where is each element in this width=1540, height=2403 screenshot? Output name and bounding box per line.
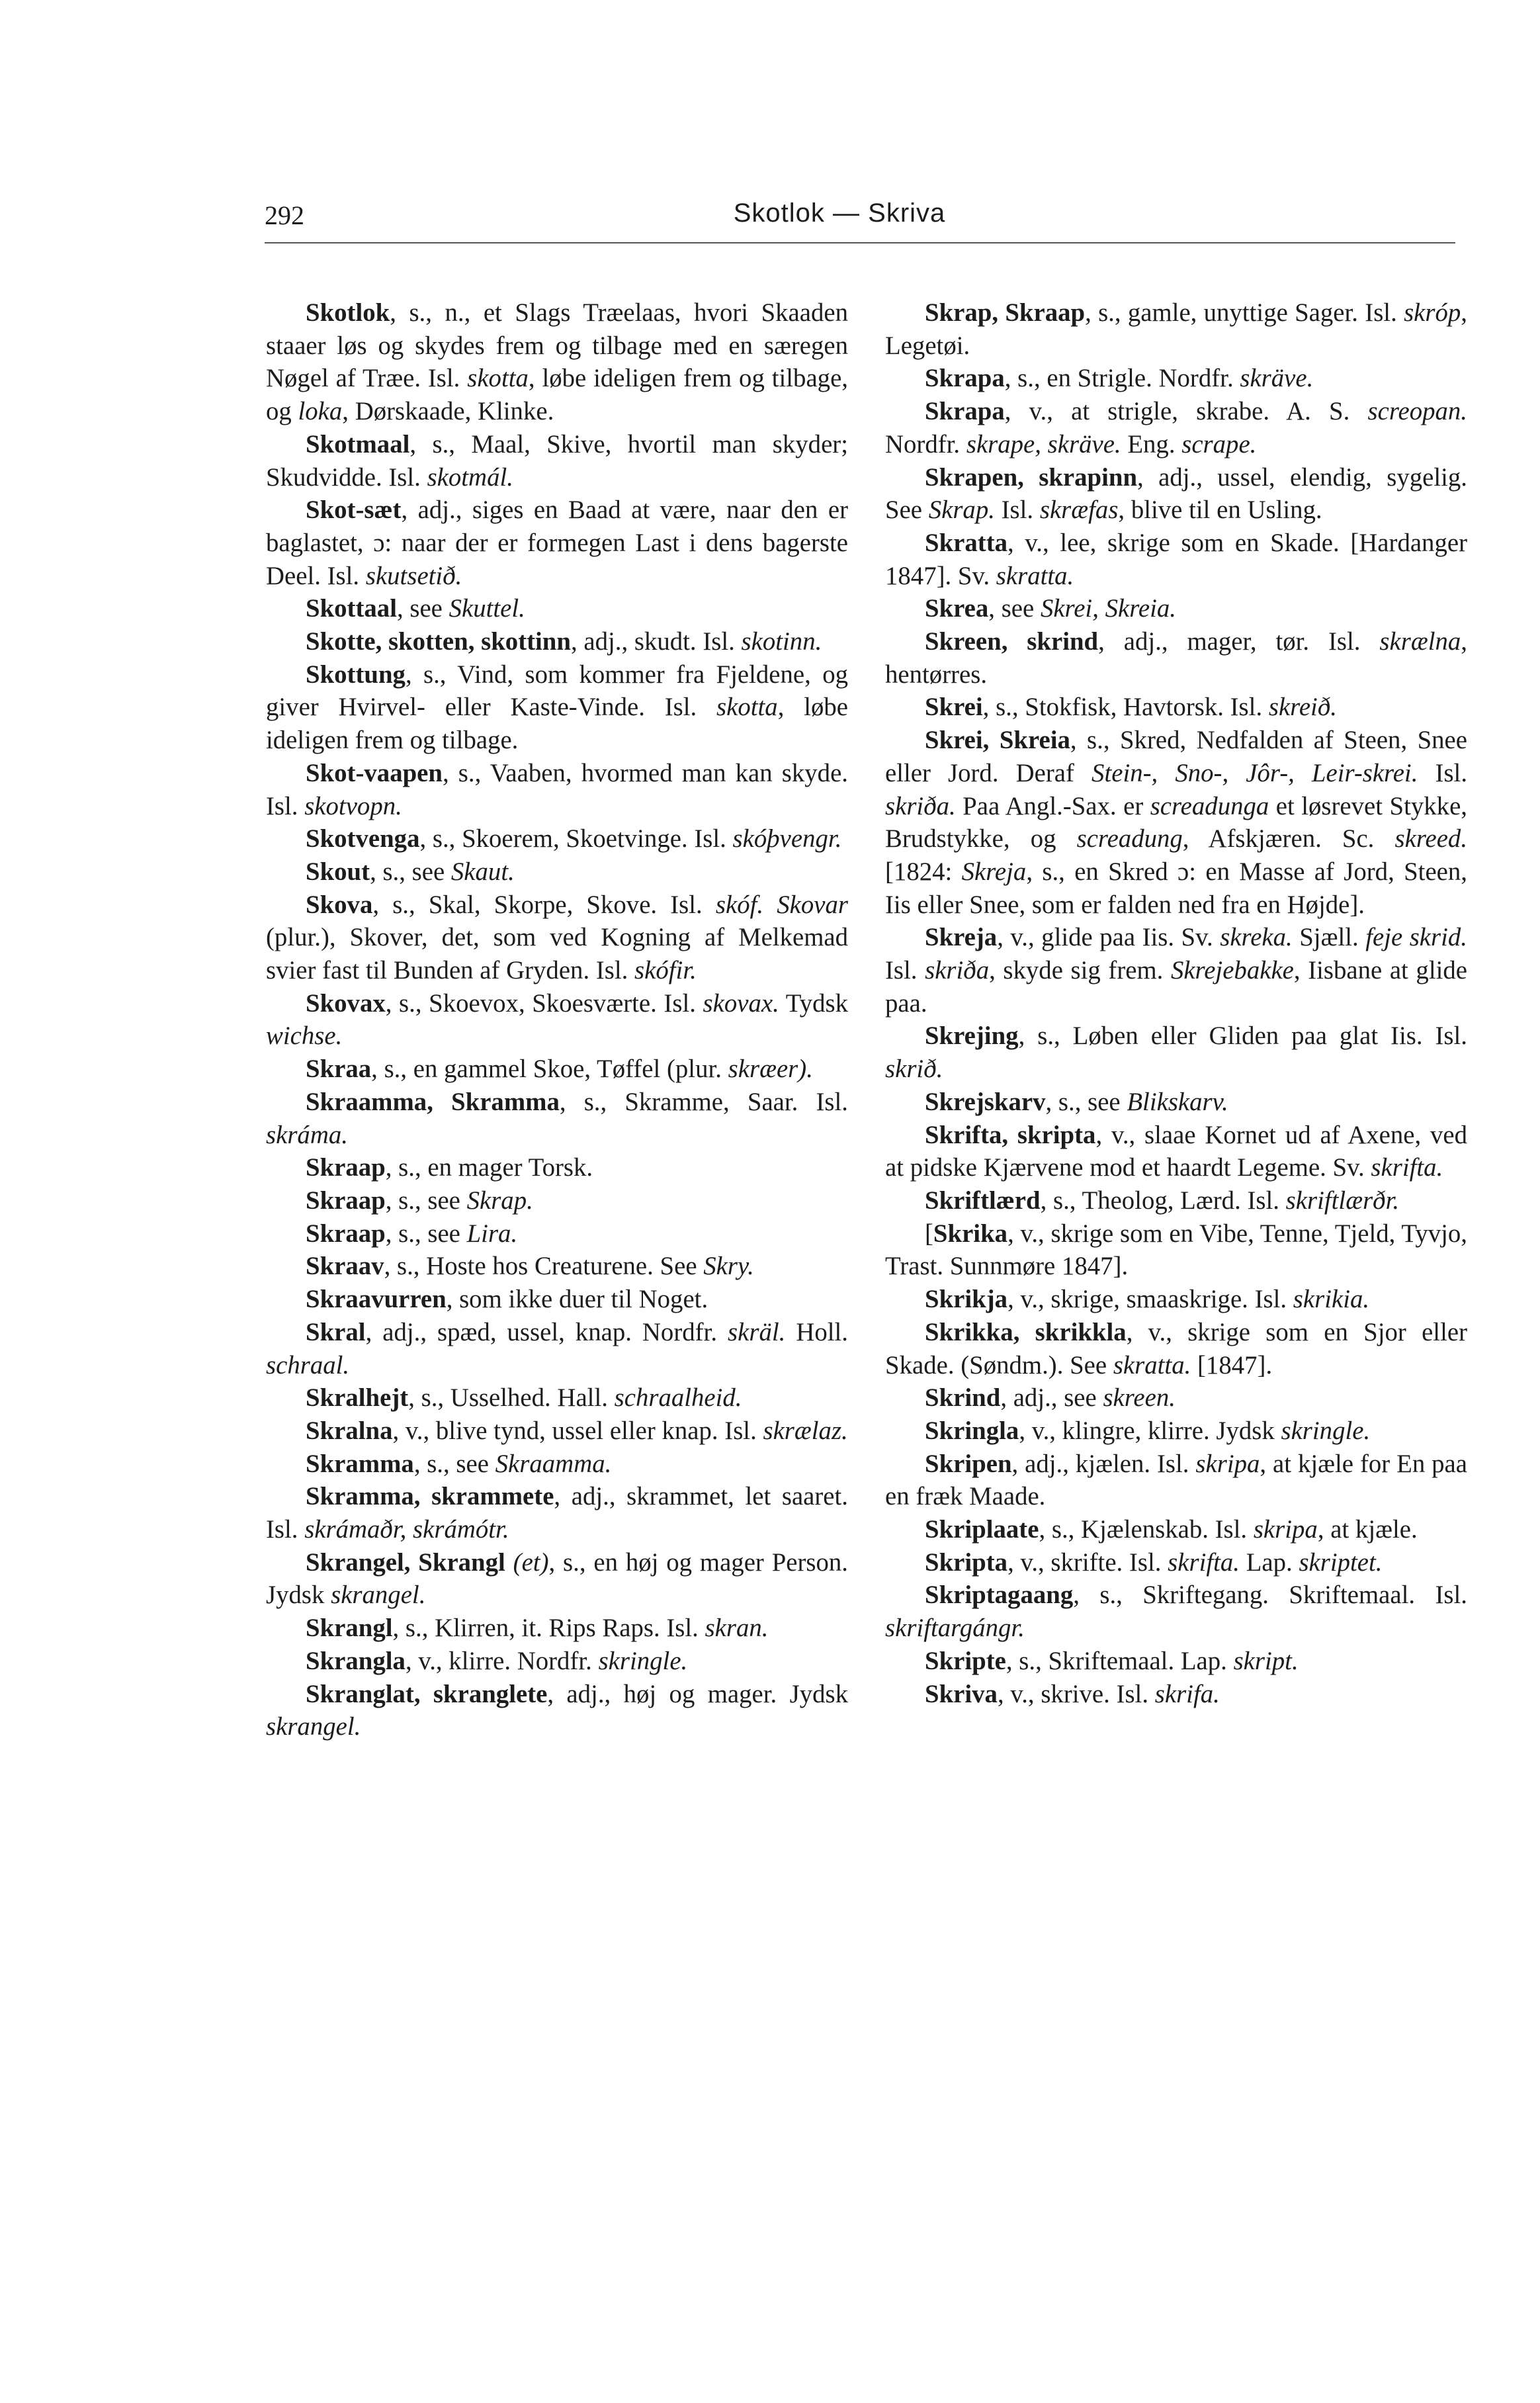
entry-headword: Skriplaate	[925, 1515, 1039, 1544]
dictionary-entry	[266, 1217, 848, 1250]
dictionary-entry	[266, 855, 848, 889]
entry-italic-text: scrape.	[1181, 429, 1257, 459]
entry-italic-text: Skrap.	[928, 496, 995, 525]
dictionary-entry	[266, 757, 848, 822]
entry-text: , adj., skudt. Isl.	[570, 627, 742, 656]
entry-text: , s., see	[370, 857, 451, 886]
entry-headword: Skraap	[306, 1219, 386, 1248]
entry-text	[505, 1548, 513, 1577]
entry-italic-text: Skrap.	[466, 1186, 533, 1215]
dictionary-entry	[266, 1086, 848, 1151]
entry-text: , v., lee, skrige som en Skade. [Hardanger 1847]. Sv.	[885, 528, 1467, 590]
entry-italic-text: skotta	[467, 364, 529, 393]
dictionary-entry	[885, 1184, 1467, 1217]
entry-text: , v., skrige, smaaskrige. Isl.	[1007, 1285, 1293, 1314]
dictionary-entry	[885, 395, 1467, 460]
entry-text: , s., Løben eller Gliden paa glat Iis. Isl.	[1018, 1022, 1467, 1051]
dictionary-entry	[885, 691, 1467, 724]
entry-italic-text: skrikia.	[1293, 1285, 1370, 1314]
entry-headword: Skraap	[306, 1153, 386, 1182]
entry-text: , s., Vind, som kommer fra Fjeldene, og giver Hvirvel- eller Kaste-Vinde. Isl.	[266, 660, 848, 722]
entry-text: Nordfr.	[885, 429, 966, 459]
entry-headword: Skrangl	[306, 1614, 393, 1643]
entry-headword: Skrapa	[925, 364, 1005, 393]
dictionary-entry	[885, 461, 1467, 527]
entry-headword: Skraavurren	[306, 1285, 447, 1314]
entry-text: [1824:	[885, 857, 962, 886]
entry-italic-text: skräve.	[1240, 364, 1314, 393]
entry-italic-text: skriða	[925, 956, 990, 985]
entry-text: , adj., see	[1000, 1383, 1103, 1413]
entry-italic-text: Lira.	[466, 1219, 518, 1248]
entry-text: , s., see	[385, 1219, 467, 1248]
entry-text: , adj., spæd, ussel, knap. Nordfr.	[365, 1317, 728, 1346]
entry-headword: Skriva	[925, 1679, 998, 1708]
dictionary-entry	[885, 625, 1467, 691]
entry-headword: Skovax	[306, 988, 386, 1018]
entry-text: , v., at strigle, skrabe. A. S.	[1004, 397, 1368, 426]
dictionary-entry	[266, 889, 848, 987]
entry-headword: Skrea	[925, 594, 989, 623]
entry-italic-text: skrið.	[885, 1055, 943, 1084]
entry-text: , Dørskaade, Klinke.	[342, 397, 554, 426]
entry-italic-text: skræer).	[728, 1055, 813, 1084]
left-column	[266, 296, 848, 1743]
dictionary-entry	[885, 1546, 1467, 1579]
dictionary-entry	[266, 1645, 848, 1678]
entry-italic-text: skotinn.	[741, 627, 822, 656]
entry-text: , s., en mager Torsk.	[385, 1153, 593, 1182]
entry-italic-text: schraalheid.	[614, 1383, 742, 1413]
entry-italic-text: skratta.	[996, 561, 1074, 590]
dictionary-entry	[885, 1381, 1467, 1415]
entry-italic-text: (et)	[513, 1548, 549, 1577]
entry-italic-text: skriptet.	[1299, 1548, 1383, 1577]
entry-text: , Afskjæren. Sc.	[1182, 824, 1395, 853]
entry-text: , blive til en Usling.	[1118, 496, 1322, 525]
entry-text: , v., slaae Kornet ud af Axene, ved at pidske Kjærvene mod et haardt Legeme. Sv.	[885, 1120, 1467, 1182]
entry-text: , s., Maal, Skive, hvortil man skyder; Skudvidde. Isl.	[266, 429, 848, 492]
entry-headword: Skreen, skrind	[925, 627, 1099, 656]
entry-text: , s., Kjælenskab. Isl.	[1039, 1515, 1254, 1544]
dictionary-entry	[266, 1678, 848, 1743]
entry-text: , adj., siges en Baad at være, naar den er baglastet, ɔ: naar der er formegen Last i dens bagerste Deel. Isl.	[266, 496, 848, 590]
entry-text: , s., see	[413, 1449, 495, 1478]
entry-text: Tydsk	[779, 988, 848, 1018]
dictionary-entry	[266, 592, 848, 625]
dictionary-entry	[266, 1250, 848, 1283]
entry-text: , s., Hoste hos Creaturene. See	[384, 1252, 704, 1281]
entry-italic-text: skräl.	[728, 1317, 786, 1346]
entry-italic-text: skriftlærðr.	[1285, 1186, 1400, 1215]
entry-text: , adj., skrammet, let saaret. Isl.	[266, 1482, 848, 1544]
entry-italic-text: Skuttel.	[449, 594, 525, 623]
entry-text: , s., en Skred ɔ: en Masse af Jord, Steen, Iis eller Snee, som er falden ned fra en Højde].	[885, 857, 1467, 919]
entry-italic-text: wichse.	[266, 1022, 343, 1051]
entry-italic-text: skófir.	[634, 956, 697, 985]
dictionary-entry	[885, 1020, 1467, 1085]
dictionary-entry	[885, 1678, 1467, 1711]
dictionary-entry	[885, 1579, 1467, 1644]
entry-italic-text: skrælna	[1379, 627, 1461, 656]
entry-italic-text: skrifta.	[1371, 1153, 1443, 1182]
entry-italic-text: skróp	[1404, 298, 1461, 327]
entry-headword: Skringla	[925, 1416, 1019, 1445]
entry-italic-text: Skraamma.	[495, 1449, 612, 1478]
entry-text: , s., Skoerem, Skoetvinge. Isl.	[419, 824, 733, 853]
entry-italic-text: skrangel.	[266, 1712, 361, 1741]
dictionary-entry	[266, 987, 848, 1053]
entry-text: , v., klirre. Nordfr.	[405, 1646, 599, 1675]
right-column	[885, 296, 1467, 1710]
entry-headword: Skova	[306, 890, 373, 919]
entry-italic-text: skræfas	[1039, 496, 1119, 525]
entry-text: , som ikke duer til Noget.	[446, 1285, 708, 1314]
entry-text: , v., skrige som en Sjor eller Skade. (Søndm.). See	[885, 1317, 1467, 1379]
entry-italic-text: skript.	[1233, 1646, 1299, 1675]
dictionary-entry	[885, 1415, 1467, 1448]
entry-headword: Skriftlærd	[925, 1186, 1041, 1215]
dictionary-entry	[266, 494, 848, 592]
entry-text: , Legetøi.	[885, 298, 1467, 360]
entry-italic-text: schraal.	[266, 1350, 350, 1379]
entry-text: Holl.	[785, 1317, 849, 1346]
entry-text: , s., see	[1045, 1087, 1127, 1116]
dictionary-entry	[266, 1448, 848, 1481]
entry-text: , skyde sig frem.	[989, 956, 1171, 985]
entry-headword: Skral	[306, 1317, 366, 1346]
entry-headword: Skrikja	[925, 1285, 1008, 1314]
dictionary-entry	[885, 527, 1467, 592]
entry-italic-text: screopan.	[1367, 397, 1467, 426]
dictionary-entry	[885, 1513, 1467, 1546]
entry-text: Isl.	[885, 956, 925, 985]
entry-text: , s., Skramme, Saar. Isl.	[559, 1087, 848, 1116]
dictionary-entry	[266, 296, 848, 428]
entry-text: , s., en Strigle. Nordfr.	[1004, 364, 1240, 393]
dictionary-entry	[266, 658, 848, 757]
entry-text: , løbe ideligen frem og tilbage.	[266, 693, 848, 755]
entry-italic-text: skran.	[705, 1614, 769, 1643]
dictionary-entry	[885, 1086, 1467, 1119]
entry-headword: Skramma	[306, 1449, 414, 1478]
entry-italic-text: skotvopn.	[304, 791, 402, 820]
dictionary-entry	[885, 1283, 1467, 1316]
entry-italic-text: skratta.	[1113, 1350, 1191, 1379]
entry-italic-text: skripa	[1195, 1449, 1260, 1478]
entry-headword: Skraa	[306, 1055, 372, 1084]
entry-text: , s., Skriftemaal. Lap.	[1005, 1646, 1234, 1675]
entry-headword: Skrapen, skrapinn	[925, 462, 1138, 492]
entry-headword: Skrapa	[925, 397, 1005, 426]
entry-italic-text: skriftargángr.	[885, 1614, 1025, 1643]
entry-italic-text: skóþvengr.	[732, 824, 842, 853]
dictionary-entry	[266, 625, 848, 658]
entry-text: , v., blive tynd, ussel eller knap. Isl.	[392, 1416, 763, 1445]
entry-text: , adj., høj og mager. Jydsk	[547, 1679, 849, 1708]
entry-headword: Skralhejt	[306, 1383, 409, 1413]
entry-headword: Skotvenga	[306, 824, 420, 853]
entry-italic-text: skreið.	[1268, 693, 1337, 722]
page-number: 292	[265, 200, 304, 230]
entry-italic-text: loka	[298, 397, 343, 426]
entry-text: , v., glide paa Iis. Sv.	[997, 923, 1220, 952]
entry-italic-text: skringle.	[598, 1646, 688, 1675]
dictionary-entry	[885, 1448, 1467, 1513]
dictionary-entry	[266, 1184, 848, 1217]
entry-headword: Skotmaal	[306, 429, 410, 459]
entry-text: , s., see	[385, 1186, 467, 1215]
entry-italic-text: skrangel.	[331, 1581, 426, 1610]
entry-italic-text: Skrejebakke	[1170, 956, 1294, 985]
entry-italic-text: skrifa.	[1154, 1679, 1220, 1708]
dictionary-entry	[885, 1316, 1467, 1381]
entry-headword: Skrei, Skreia	[925, 726, 1070, 755]
entry-italic-text: screadunga	[1150, 791, 1269, 820]
entry-text: , s., Usselhed. Hall.	[408, 1383, 615, 1413]
entry-text: Isl.	[1418, 758, 1468, 787]
entry-text: , s., Skriftegang. Skriftemaal. Isl.	[1073, 1581, 1467, 1610]
page-header	[265, 193, 1474, 246]
entry-italic-text: Skrei, Skreia.	[1040, 594, 1176, 623]
entry-headword: Skriptagaang	[925, 1581, 1074, 1610]
entry-text: et løsrevet Stykke, Brudstykke, og	[885, 791, 1467, 853]
entry-italic-text: Skreja	[961, 857, 1027, 886]
entry-headword: Skrika	[933, 1219, 1008, 1248]
entry-text: , at kjæle for En paa en fræk Maade.	[885, 1449, 1467, 1511]
dictionary-entry	[885, 921, 1467, 1020]
entry-italic-text: Stein-, Sno-, Jôr-, Leir-skrei.	[1091, 758, 1418, 787]
entry-italic-text: skriða.	[885, 791, 956, 820]
entry-text: [1847].	[1191, 1350, 1273, 1379]
entry-text: , s., Stokfisk, Havtorsk. Isl.	[982, 693, 1269, 722]
entry-headword: Skripta	[925, 1548, 1008, 1577]
entry-italic-text: skutsetið.	[365, 561, 462, 590]
entry-text: [	[925, 1219, 933, 1248]
entry-headword: Skrangla	[306, 1646, 406, 1675]
entry-headword: Skrap, Skraap	[925, 298, 1086, 327]
dictionary-entry	[266, 1480, 848, 1546]
entry-text: , s., Theolog, Lærd. Isl.	[1040, 1186, 1286, 1215]
entry-italic-text: skráma.	[266, 1120, 348, 1149]
entry-headword: Skripte	[925, 1646, 1006, 1675]
entry-text: , løbe ideligen frem og tilbage, og	[266, 364, 848, 426]
running-title: Skotlok — Skriva	[733, 198, 946, 228]
entry-text: , s., Skred, Nedfalden af Steen, Snee eller Jord. Deraf	[885, 726, 1468, 787]
dictionary-entry	[266, 1316, 848, 1381]
dictionary-entry	[266, 1546, 848, 1612]
entry-text: , see	[396, 594, 449, 623]
entry-headword: Skout	[306, 857, 370, 886]
entry-text: , adj., kjælen. Isl.	[1011, 1449, 1196, 1478]
entry-headword: Skottaal	[306, 594, 397, 623]
entry-headword: Skranglat, skranglete	[306, 1679, 548, 1708]
entry-headword: Skrind	[925, 1383, 1001, 1413]
entry-text: , adj., ussel, elendig, sygelig. See	[885, 462, 1467, 525]
dictionary-entry	[885, 1119, 1467, 1184]
entry-text: Eng.	[1121, 429, 1182, 459]
entry-headword: Skrei	[925, 693, 983, 722]
entry-text: , see	[988, 594, 1041, 623]
entry-headword: Skottung	[306, 660, 406, 689]
entry-text: , v., klingre, klirre. Jydsk	[1019, 1416, 1281, 1445]
dictionary-entry	[266, 1415, 848, 1448]
entry-headword: Skramma, skrammete	[306, 1482, 554, 1511]
entry-italic-text: skrámaðr, skrámótr.	[304, 1515, 509, 1544]
entry-text: , v., skrive. Isl.	[997, 1679, 1155, 1708]
entry-headword: Skrejskarv	[925, 1087, 1046, 1116]
entry-italic-text: skringle.	[1281, 1416, 1371, 1445]
entry-headword: Skrangel, Skrangl	[306, 1548, 505, 1577]
entry-italic-text: Skaut.	[450, 857, 515, 886]
entry-headword: Skripen	[925, 1449, 1012, 1478]
entry-text: Lap.	[1240, 1548, 1299, 1577]
entry-italic-text: skreka.	[1220, 923, 1293, 952]
entry-text: , s., Skal, Skorpe, Skove. Isl.	[372, 890, 716, 919]
entry-text: , v., skrifte. Isl.	[1007, 1548, 1168, 1577]
entry-text: , Iisbane at glide paa.	[885, 956, 1467, 1018]
entry-text: Isl.	[994, 496, 1040, 525]
entry-text: , v., skrige som en Vibe, Tenne, Tjeld, Tyvjo, Trast. Sunnmøre 1847].	[885, 1219, 1467, 1281]
entry-headword: Skratta	[925, 528, 1008, 557]
entry-headword: Skrifta, skripta	[925, 1120, 1096, 1149]
entry-headword: Skreja	[925, 923, 998, 952]
entry-text: , s., gamle, unyttige Sager. Isl.	[1085, 298, 1404, 327]
dictionary-entry	[266, 1612, 848, 1645]
entry-italic-text: skotmál.	[427, 462, 513, 492]
entry-text: Sjæll.	[1292, 923, 1366, 952]
entry-text: , adj., mager, tør. Isl.	[1098, 627, 1380, 656]
entry-text: , s., Vaaben, hvormed man kan skyde. Isl.	[266, 758, 848, 820]
dictionary-entry	[266, 1151, 848, 1184]
entry-headword: Skot-vaapen	[306, 758, 443, 787]
entry-text: , s., Klirren, it. Rips Raps. Isl.	[392, 1614, 705, 1643]
entry-italic-text: skripa	[1253, 1515, 1318, 1544]
entry-italic-text: skreed.	[1394, 824, 1468, 853]
entry-text: , s., Skoevox, Skoesværte. Isl.	[385, 988, 703, 1018]
entry-italic-text: skovax.	[703, 988, 779, 1018]
entry-italic-text: skreen.	[1103, 1383, 1176, 1413]
dictionary-entry	[885, 1217, 1467, 1283]
entry-italic-text: skrifta.	[1168, 1548, 1240, 1577]
dictionary-entry	[885, 1645, 1467, 1678]
entry-italic-text: Skry.	[703, 1252, 754, 1281]
entry-headword: Skralna	[306, 1416, 393, 1445]
entry-italic-text: skóf. Skovar	[715, 890, 848, 919]
dictionary-entry	[885, 724, 1467, 921]
entry-headword: Skrikka, skrikkla	[925, 1317, 1127, 1346]
dictionary-entry	[266, 428, 848, 494]
entry-headword: Skotte, skotten, skottinn	[306, 627, 571, 656]
header-rule	[265, 242, 1455, 243]
entry-headword: Skraamma, Skramma	[306, 1087, 560, 1116]
entry-italic-text: skotta	[716, 693, 778, 722]
entry-italic-text: feje skrid.	[1365, 923, 1468, 952]
entry-text: Paa Angl.-Sax. er	[955, 791, 1150, 820]
dictionary-entry	[266, 1053, 848, 1086]
entry-text: , s., en gammel Skoe, Tøffel (plur.	[371, 1055, 728, 1084]
entry-italic-text: Blikskarv.	[1127, 1087, 1228, 1116]
entry-text: , s., en høj og mager Person. Jydsk	[266, 1548, 848, 1610]
entry-headword: Skotlok	[306, 298, 390, 327]
entry-text: , at kjæle.	[1317, 1515, 1418, 1544]
entry-italic-text: screadung	[1076, 824, 1183, 853]
dictionary-entry	[885, 362, 1467, 395]
entry-headword: Skot-sæt	[306, 496, 402, 525]
entry-headword: Skrejing	[925, 1022, 1019, 1051]
entry-text: (plur.), Skover, det, som ved Kogning af Melkemad svier fast til Bunden af Gryden. Isl.	[266, 923, 848, 985]
dictionary-entry	[266, 1283, 848, 1316]
entry-headword: Skraav	[306, 1252, 384, 1281]
dictionary-entry	[885, 592, 1467, 625]
dictionary-entry	[266, 1381, 848, 1415]
entry-headword: Skraap	[306, 1186, 386, 1215]
dictionary-entry	[266, 822, 848, 855]
dictionary-entry	[885, 296, 1467, 362]
entry-text: , hentørres.	[885, 627, 1467, 689]
entry-text: , s., n., et Slags Træelaas, hvori Skaaden staaer løs og skydes frem og tilbage med en særegen Nøgel af Træe. Isl.	[266, 298, 848, 393]
entry-italic-text: skrælaz.	[763, 1416, 848, 1445]
entry-italic-text: skrape, skräve.	[966, 429, 1121, 459]
